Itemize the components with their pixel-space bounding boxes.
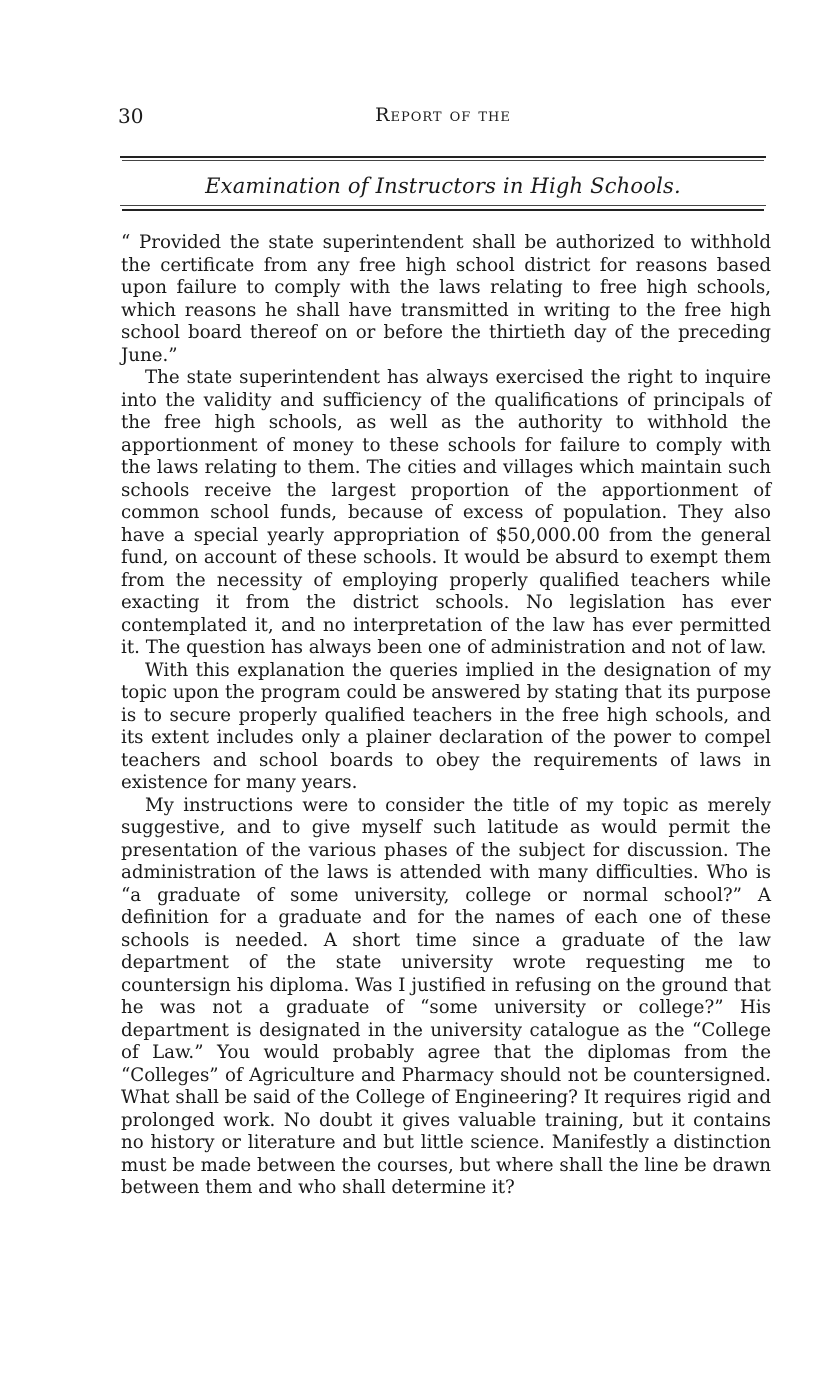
body-text xyxy=(121,232,771,1200)
page-number: 30 xyxy=(118,104,144,128)
top-rule xyxy=(120,156,766,158)
top-rule-thin xyxy=(122,160,764,161)
bottom-rule xyxy=(122,209,764,211)
paragraph: The state superintendent has always exercised the right to inquire into the validity and sufficiency of the qualifications of principals of the free high schools, as well as the authority to withhold the apportionment of money to these schools for failure to comply with the laws relating to them. The cities and villages which maintain such schools receive the largest proportion of the apportionment of common school funds, because of excess of population. They also have a special yearly appropriation of $50,000.00 from the general fund, on account of these schools. It would be absurd to exempt them from the necessity of employing properly qualified teachers while exacting it from the district schools. No legislation has ever contemplated it, and no interpretation of the law has ever permitted it. The question has always been one of administration and not of law. xyxy=(121,367,771,658)
paragraph: My instructions were to consider the title of my topic as merely suggestive, and to give myself such latitude as would permit the presentation of the various phases of the subject for discussion. The administration of the laws is attended with many difficulties. Who is “a graduate of some university, college or normal school?” A definition for a graduate and for the names of each one of these schools is needed. A short time since a graduate of the law department of the state university wrote requesting me to countersign his diploma. Was I justified in refusing on the ground that he was not a graduate of “some university or college?” His department is designated in the university catalogue as the “College of Law.” You would probably agree that the diplomas from the “Colleges” of Agriculture and Pharmacy should not be countersigned. What shall be said of the College of Engineering? It requires rigid and prolonged work. No doubt it gives valuable training, but it contains no history or literature and but little science. Manifestly a distinction must be made between the courses, but where shall the line be drawn between them and who shall determine it? xyxy=(121,794,771,1198)
paragraph: With this explanation the queries implied in the designation of my topic upon the program could be answered by stating that its purpose is to secure properly qualified teachers in the free high schools, and its extent includes only a plainer declaration of the power to compel teachers and school boards to obey the requirements of laws in existence for many years. xyxy=(121,659,771,793)
paragraph-quote: “ Provided the state superintendent shall be authorized to withhold the certificate from any free high school district for reasons based upon failure to comply with the laws relating to free high schools, which reasons he shall have transmitted in writing to the free high school board thereof on or before the thirtieth day of the preceding June.” xyxy=(121,232,771,366)
bottom-rule-thin xyxy=(120,205,766,206)
section-title: Examination of Instructors in High Schools. xyxy=(205,174,681,198)
running-head xyxy=(118,104,768,134)
running-title: Report of the xyxy=(375,104,511,126)
